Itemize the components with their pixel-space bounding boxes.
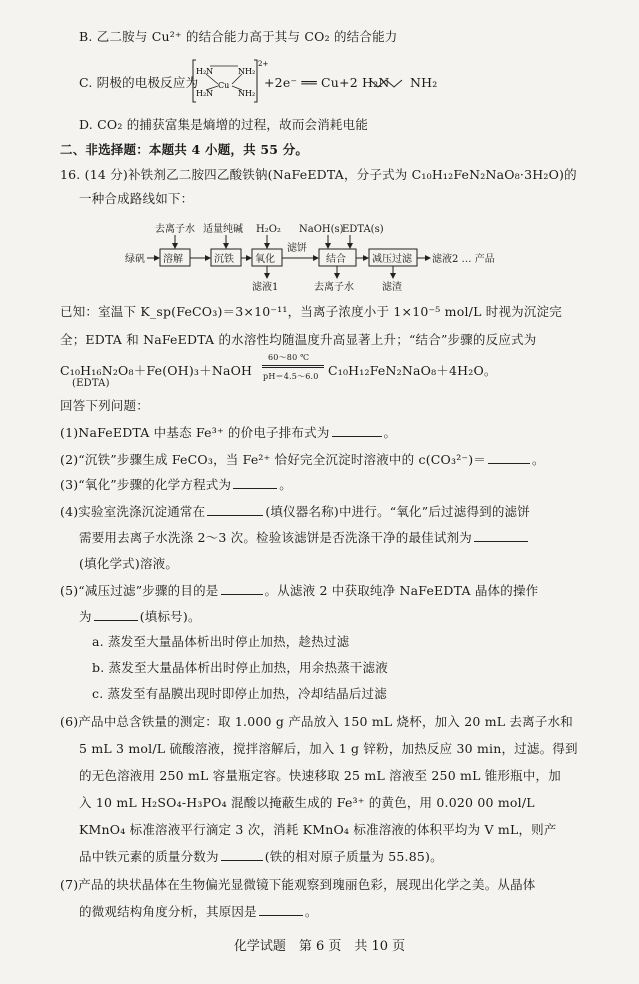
option-c-prefix: C. 阴极的电极反应为	[79, 75, 199, 90]
answer-blank-5b[interactable]	[94, 608, 138, 621]
period-7: 。	[304, 904, 318, 919]
period-2: 。	[531, 452, 545, 467]
question-5-text-d: (填标号)。	[139, 609, 201, 624]
flow-step-oxidize: 氧化	[255, 254, 275, 265]
question-6-line4: 入 10 mL H₂SO₄-H₃PO₄ 混酸以掩蔽生成的 Fe³⁺ 的黄色，用 0.020 00 mol/L	[79, 795, 535, 810]
answer-blank-5a[interactable]	[221, 582, 263, 595]
flow-step-dissolve: 溶解	[163, 254, 183, 265]
question-4-line3: (填化学式)溶液。	[79, 556, 179, 571]
question-5-line2	[79, 608, 201, 626]
question-5-text-b: 。从滤液 2 中获取纯净 NaFeEDTA 晶体的操作	[264, 583, 539, 598]
option-b: B. 乙二胺与 Cu²⁺ 的结合能力高于其与 CO₂ 的结合能力	[79, 29, 398, 44]
flow-above-soda: 适量纯碱	[203, 224, 243, 235]
answer-blank-4a[interactable]	[207, 503, 263, 516]
question-3	[60, 476, 292, 494]
answer-blank-7[interactable]	[259, 903, 303, 916]
equation-left: C₁₀H₁₆N₂O₈＋Fe(OH)₃＋NaOH	[60, 363, 253, 378]
flow-filter-cake: 滤饼	[287, 243, 307, 254]
flow-above-water: 去离子水	[155, 224, 195, 235]
question-5-line1	[60, 582, 538, 600]
question-5-option-b: b. 蒸发至大量晶体析出时停止加热，用余热蒸干滤液	[92, 660, 388, 675]
question-4-text-c: 需要用去离子水洗涤 2～3 次。检验该滤饼是否洗涤干净的最佳试剂为	[79, 530, 472, 545]
equation-right: C₁₀H₁₂FeN₂NaO₈＋4H₂O。	[328, 363, 497, 378]
complex-nh2-3: H₂N	[196, 89, 214, 98]
q16-intro-line2: 一种合成路线如下：	[79, 191, 194, 206]
complex-nh2-4: NH₂	[238, 89, 256, 98]
equation-arrow	[262, 365, 324, 366]
known-line2: 全；EDTA 和 NaFeEDTA 的水溶性均随温度升高显著上升；“结合”步骤的反应式为	[60, 332, 537, 347]
flow-below-water: 去离子水	[314, 282, 354, 293]
question-2	[60, 451, 545, 469]
flow-above-h2o2: H₂O₂	[256, 224, 281, 235]
complex-cu: Cu	[218, 81, 230, 90]
question-6-line5: KMnO₄ 标准溶液平行滴定 3 次，消耗 KMnO₄ 标准溶液的体积平均为 V mL，则产	[79, 822, 557, 837]
question-7-line1: (7)产品的块状晶体在生物偏光显微镜下能观察到瑰丽色彩，展现出化学之美。从晶体	[60, 877, 536, 892]
equation-condition-top: 60～80 ℃	[268, 353, 310, 362]
flow-start: 绿矾	[125, 254, 145, 265]
question-1-text: (1)NaFeEDTA 中基态 Fe³⁺ 的价电子排布式为	[60, 425, 330, 440]
answer-blank-3[interactable]	[233, 476, 277, 489]
section-heading: 二、非选择题：本题共 4 小题，共 55 分。	[60, 142, 309, 157]
q16-intro-line1: 16. (14 分)补铁剂乙二胺四乙酸铁钠(NaFeEDTA，分子式为 C₁₀H₁₂FeN₂NaO₈·3H₂O)的	[60, 167, 577, 182]
question-4-line1	[60, 503, 530, 521]
synthesis-flowchart	[0, 0, 639, 300]
equation-condition-bottom: pH＝4.5～6.0	[263, 372, 319, 381]
complex-nh2-2: NH₂	[238, 67, 256, 76]
question-7-line2	[79, 903, 318, 921]
question-5-option-a: a. 蒸发至大量晶体析出时停止加热，趁热过滤	[92, 634, 350, 649]
flow-above-edta: EDTA(s)	[342, 224, 384, 235]
answer-blank-4b[interactable]	[474, 529, 528, 542]
complex-charge: 2+	[258, 60, 269, 68]
question-6-line1: (6)产品中总含铁量的测定：取 1.000 g 产品放入 150 mL 烧杯，加入 20 mL 去离子水和	[60, 714, 573, 729]
answer-prompt: 回答下列问题：	[60, 398, 149, 413]
question-6-line6	[79, 848, 443, 866]
option-c-reaction: +2e⁻ ══ Cu+2 H₂N	[264, 75, 390, 90]
question-6-text-b: (铁的相对原子质量为 55.85)。	[264, 849, 443, 864]
question-6-line2: 5 mL 3 mol/L 硫酸溶液，搅拌溶解后，加入 1 g 锌粉，加热反应 30 min，过滤。得到	[79, 741, 578, 756]
question-2-text: (2)“沉铁”步骤生成 FeCO₃，当 Fe²⁺ 恰好完全沉淀时溶液中的 c(CO₃²⁻)＝	[60, 452, 486, 467]
period-1: 。	[383, 425, 397, 440]
equation-edta-note: (EDTA)	[72, 378, 110, 389]
flow-below-filtrate1: 滤液1	[252, 282, 279, 293]
known-line1: 已知：室温下 K_sp(FeCO₃)＝3×10⁻¹¹，当离子浓度小于 1×10⁻⁵ mol/L 时视为沉淀完	[60, 304, 562, 319]
question-1	[60, 424, 396, 442]
equation-arrow-2	[262, 367, 324, 368]
option-c-nh2: NH₂	[410, 75, 438, 90]
flow-above-naoh: NaOH(s)	[299, 224, 344, 235]
answer-blank-6[interactable]	[221, 848, 263, 861]
flow-end: 滤液2 … 产品	[432, 254, 495, 265]
complex-nh2-1: H₂N	[196, 67, 214, 76]
flow-step-vacuum-filter: 减压过滤	[372, 254, 412, 265]
question-7-text: 的微观结构角度分析，其原因是	[79, 904, 257, 919]
page-footer: 化学试题 第 6 页 共 10 页	[233, 939, 406, 954]
answer-blank-2[interactable]	[488, 451, 530, 464]
question-4-text-b: (填仪器名称)中进行。“氧化”后过滤得到的滤饼	[265, 504, 530, 519]
question-5-option-c: c. 蒸发至有晶膜出现时即停止加热，冷却结晶后过滤	[92, 686, 387, 701]
question-4-text-a: (4)实验室洗涤沉淀通常在	[60, 504, 206, 519]
question-6-text-a: 品中铁元素的质量分数为	[79, 849, 219, 864]
flow-step-combine: 结合	[326, 254, 346, 265]
flow-below-residue: 滤渣	[382, 282, 402, 293]
question-5-text-a: (5)“减压过滤”步骤的目的是	[60, 583, 219, 598]
question-5-text-c: 为	[79, 609, 92, 624]
flow-step-precipitate: 沉铁	[214, 254, 234, 265]
answer-blank-1[interactable]	[332, 424, 382, 437]
question-3-text: (3)“氧化”步骤的化学方程式为	[60, 477, 232, 492]
period-3: 。	[279, 477, 292, 492]
question-6-line3: 的无色溶液用 250 mL 容量瓶定容。快速移取 25 mL 溶液至 250 mL 锥形瓶中，加	[79, 768, 561, 783]
question-4-line2	[79, 529, 530, 547]
option-d: D. CO₂ 的捕获富集是熵增的过程，故而会消耗电能	[79, 117, 369, 132]
